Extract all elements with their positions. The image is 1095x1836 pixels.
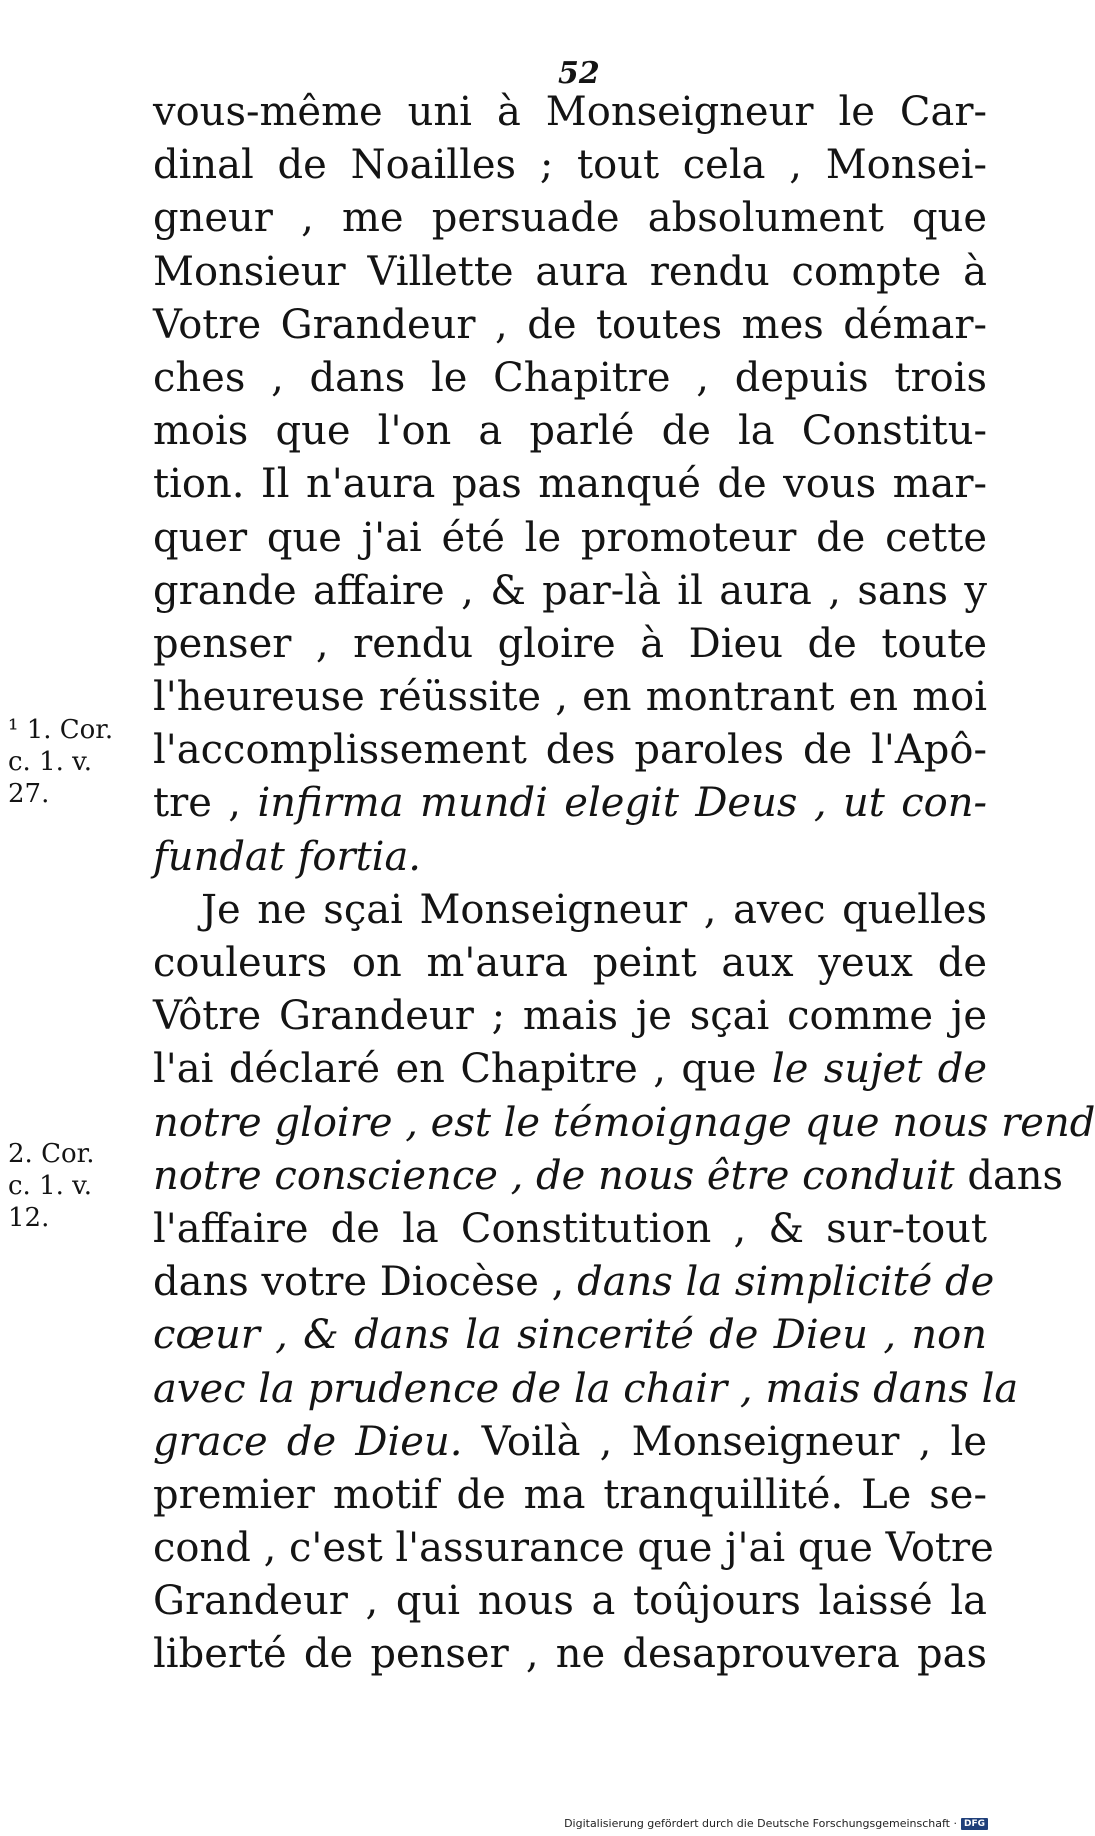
text-line: [153, 1416, 987, 1469]
text-line: [153, 86, 987, 139]
text-line: [153, 990, 987, 1043]
text-line: [153, 405, 987, 458]
margin-note-line: c. 1. v.: [8, 747, 93, 777]
italic-text-segment: dans la simplicité de: [577, 1259, 995, 1306]
text-line: [153, 937, 987, 990]
text-line: [153, 352, 987, 405]
text-segment: tre ,: [153, 780, 258, 827]
text-segment: Voilà , Monseigneur , le: [462, 1418, 987, 1465]
text-segment: l'accomplissement des paroles de l'Apô-: [153, 727, 987, 774]
margin-note-2: [8, 1138, 148, 1234]
text-segment: gneur , me persuade absolument que: [153, 195, 987, 242]
text-segment: vous-même uni à Monseigneur le Car-: [153, 89, 987, 135]
text-segment: Monsieur Villette aura rendu compte à: [153, 248, 987, 295]
text-segment: Grandeur , qui nous a toûjours laissé la: [153, 1578, 987, 1625]
italic-text-segment: cœur , & dans la sincerité de Dieu , non: [153, 1312, 987, 1359]
margin-note-line: 12.: [8, 1203, 50, 1233]
italic-text-segment: le sujet de: [771, 1046, 988, 1093]
text-line: [153, 1628, 987, 1681]
text-line: [153, 1097, 1095, 1150]
text-segment: dinal de Noailles ; tout cela , Monsei-: [153, 142, 987, 189]
text-line: [153, 1522, 994, 1575]
text-segment: ches , dans le Chapitre , depuis trois: [153, 354, 987, 401]
digitization-footer: [564, 1817, 988, 1830]
text-segment: dans: [954, 1152, 1064, 1199]
text-line: [153, 512, 987, 565]
text-segment: liberté de penser , ne desaprouvera pas: [153, 1631, 987, 1678]
text-line: [153, 1309, 987, 1362]
text-line: [153, 246, 987, 299]
text-line: [153, 565, 987, 618]
text-segment: l'heureuse réüssite , en montrant en moi: [153, 674, 987, 721]
text-line: [153, 831, 987, 884]
text-segment: Vôtre Grandeur ; mais je sçai comme je: [153, 993, 987, 1040]
margin-note-line: 27.: [8, 779, 50, 809]
text-segment: tion. Il n'aura pas manqué de vous mar-: [153, 461, 987, 508]
text-segment: Votre Grandeur , de toutes mes démar-: [153, 301, 987, 348]
italic-text-segment: notre conscience , de nous être conduit: [153, 1152, 955, 1199]
text-line: [153, 1363, 1019, 1416]
text-line: [153, 139, 987, 192]
text-segment: l'ai déclaré en Chapitre , que: [153, 1046, 772, 1093]
margin-note-line: c. 1. v.: [8, 1171, 93, 1201]
text-segment: penser , rendu gloire à Dieu de toute: [153, 620, 987, 667]
italic-text-segment: notre gloire , est le témoignage que nous rend: [153, 1099, 1095, 1146]
italic-text-segment: grace de Dieu.: [153, 1418, 463, 1465]
dfg-logo: DFG: [961, 1818, 988, 1830]
text-line: [153, 1043, 987, 1096]
body-text: [153, 86, 1095, 1682]
text-line: [153, 299, 987, 352]
text-line: [153, 1575, 987, 1628]
text-segment: premier motif de ma tranquillité. Le se-: [153, 1471, 987, 1518]
italic-text-segment: fundat fortia.: [153, 833, 422, 880]
text-segment: l'affaire de la Constitution , & sur-tout: [153, 1205, 987, 1252]
text-segment: Je ne sçai Monseigneur , avec quelles: [201, 886, 987, 933]
text-segment: dans votre Diocèse ,: [153, 1259, 578, 1306]
text-segment: cond , c'est l'assurance que j'ai que Votre: [153, 1525, 994, 1572]
text-line: [153, 1150, 1064, 1203]
text-segment: couleurs on m'aura peint aux yeux de: [153, 940, 987, 986]
text-segment: quer que j'ai été le promoteur de cette: [153, 514, 987, 561]
text-line: [153, 1469, 987, 1522]
margin-note-line: ¹ 1. Cor.: [8, 715, 114, 745]
italic-text-segment: avec la prudence de la chair , mais dans la: [153, 1365, 1019, 1412]
text-line: [153, 884, 987, 937]
margin-note-1: [8, 714, 148, 810]
text-line: [153, 777, 987, 830]
italic-text-segment: infirma mundi elegit Deus , ut con-: [257, 780, 987, 827]
page-number: 52: [558, 56, 600, 91]
text-line: [153, 458, 987, 511]
margin-note-line: 2. Cor.: [8, 1139, 95, 1169]
text-line: [153, 1203, 987, 1256]
text-line: [153, 724, 987, 777]
footer-text: Digitalisierung gefördert durch die Deutsche Forschungsgemeinschaft ·: [564, 1817, 957, 1830]
text-segment: mois que l'on a parlé de la Constitu-: [153, 408, 987, 455]
text-line: [153, 671, 987, 724]
text-segment: grande affaire , & par-là il aura , sans y: [153, 567, 987, 614]
text-line: [153, 192, 987, 245]
text-line: [153, 1256, 995, 1309]
text-line: [153, 618, 987, 671]
